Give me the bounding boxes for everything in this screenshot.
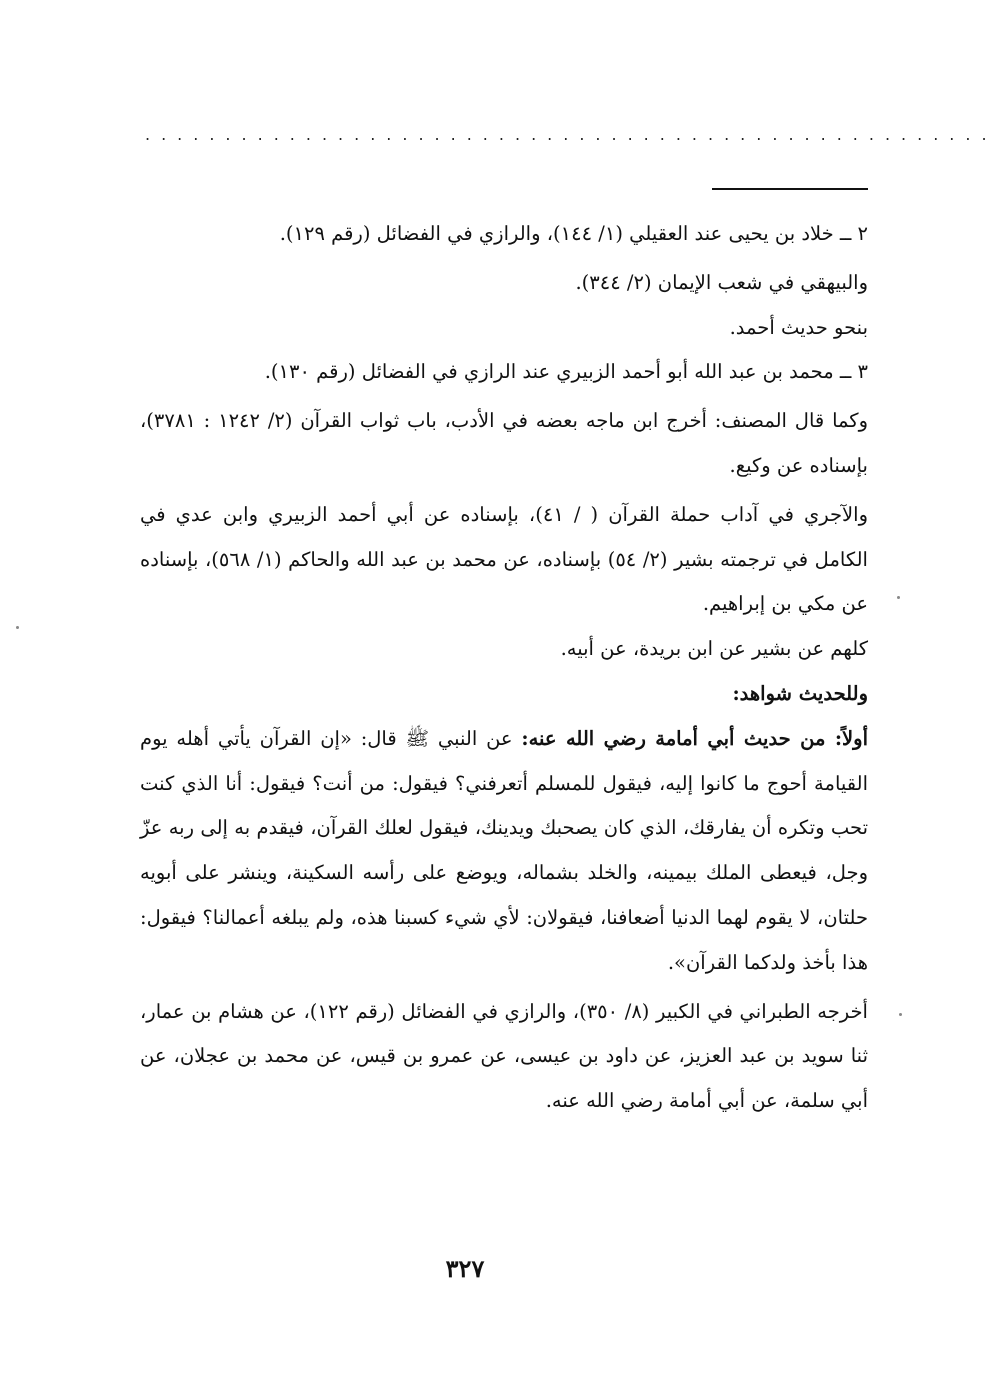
dotted-separator: ..................................................... bbox=[145, 125, 998, 144]
first-witness-lead: أولاً: من حديث أبي أمامة رضي الله عنه: bbox=[521, 726, 868, 750]
paragraph-ajurri: والآجري في آداب حملة القرآن ( / ٤١)، بإسناده عن أبي أحمد الزبيري وابن عدي في الكامل في ترجمته بشير (٢/ ٥٤) بإسناده، عن محمد بن عبد الله والحاكم (١/ ٥٦٨)، بإسناده عن مكي بن إبراهيم. bbox=[140, 502, 869, 616]
scan-speck bbox=[16, 626, 19, 629]
paragraph-bayhaqi: والبيهقي في شعب الإيمان (٢/ ٣٤٤). bbox=[575, 270, 868, 294]
paragraph-all-from-bashir: كلهم عن بشير عن ابن بريدة، عن أبيه. bbox=[560, 637, 868, 661]
paragraph-similar-hadith: بنحو حديث أحمد. bbox=[729, 315, 868, 339]
scan-speck bbox=[899, 1013, 902, 1016]
footnote-rule bbox=[712, 188, 868, 190]
witnesses-heading: وللحديث شواهد: bbox=[732, 681, 868, 705]
first-witness-paragraph bbox=[140, 717, 868, 986]
page-body bbox=[140, 212, 868, 1124]
paragraph-khallad: ٢ ــ خلاد بن يحيى عند العقيلي (١/ ١٤٤)، والرازي في الفضائل (رقم ١٢٩). bbox=[279, 222, 868, 245]
scan-speck bbox=[897, 596, 900, 599]
paragraph-takhrij: أخرجه الطبراني في الكبير (٨/ ٣٥٠)، والرازي في الفضائل (رقم ١٢٢)، عن هشام بن عمار، ثنا سويد بن عبد العزيز، عن داود بن عيسى، عن عمرو بن قيس، عن محمد بن عجلان، عن أبي سلمة، عن أبي أمامة رضي الله عنه. bbox=[140, 999, 868, 1113]
page-number: ٣٢٧ bbox=[445, 1254, 485, 1283]
paragraph-zubayri: ٣ ــ محمد بن عبد الله أبو أحمد الزبيري عند الرازي في الفضائل (رقم ١٣٠). bbox=[264, 360, 868, 384]
first-witness-text: عن النبي ﷺ قال: «إن القرآن يأتي أهله يوم القيامة أحوج ما كانوا إليه، فيقول للمسلم أتعرفني؟ فيقول: من أنت؟ فيقول: أنا الذي كنت تحب وتكره أن يفارقك، الذي كان يصحبك ويدينك، فيقول لعلك القرآن، فيقدم به إلى ربه عزّ وجل، فيعطى الملك بيمينه، والخلد بشماله، ويوضع على رأسه السكينة، وينشر على أبويه حلتان، لا يقوم لهما الدنيا أضعافنا، فيقولان: لأي شيء كسبنا هذه، ولم يبلغه أعمالنا؟ فيقول: هذا بأخذ ولدكما القرآن». bbox=[140, 726, 868, 974]
paragraph-ibn-majah: وكما قال المصنف: أخرج ابن ماجه بعضه في الأدب، باب ثواب القرآن (٢/ ١٢٤٢ : ٣٧٨١)، بإسناده عن وكيع. bbox=[140, 409, 868, 477]
